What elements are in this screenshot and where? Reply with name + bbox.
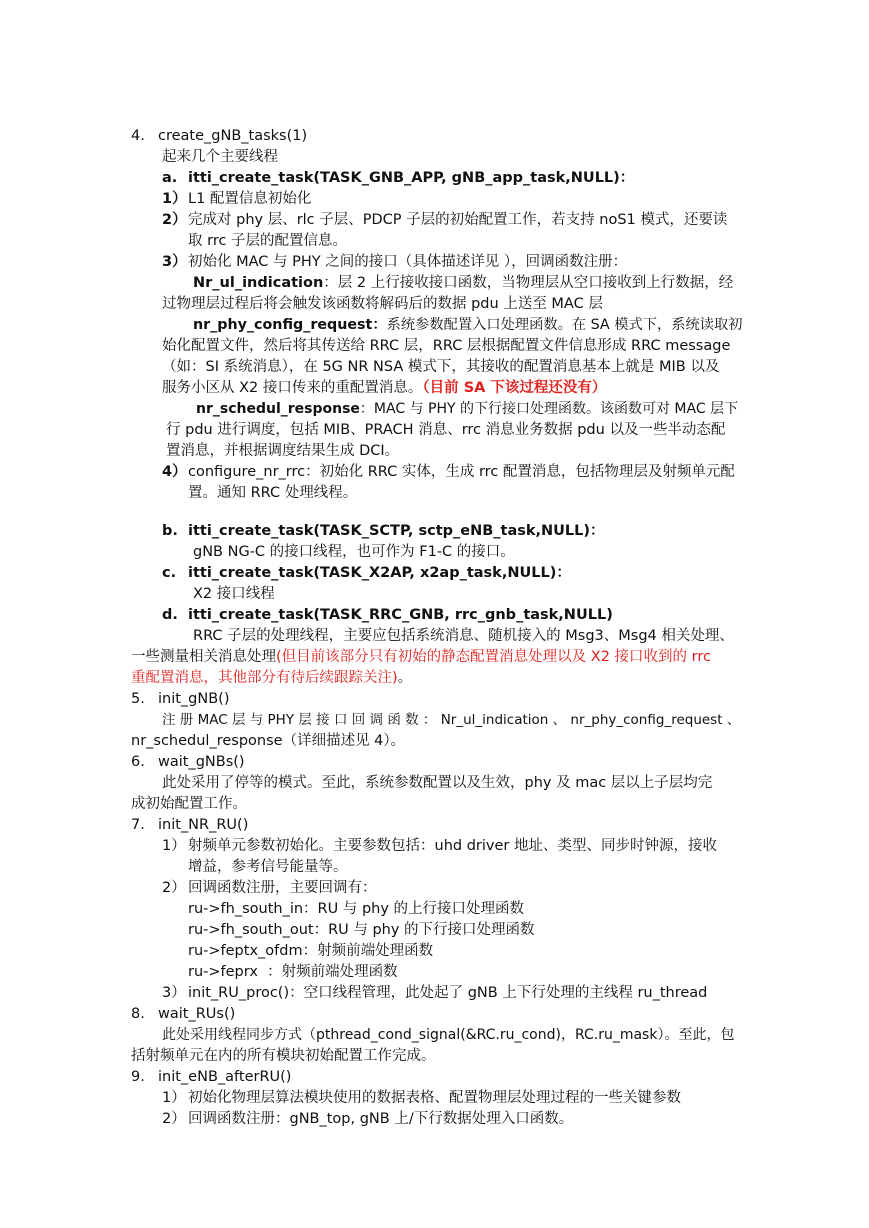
callback-fh-south-out: ru->fh_south_out：RU 与 phy 的下行接口处理函数	[188, 922, 535, 938]
item-d-line3-end: 。	[397, 670, 413, 686]
schedul-response-desc: ：MAC 与 PHY 的下行接口处理函数。该函数可对 MAC 层下	[359, 401, 739, 417]
s7-item2-text: 回调函数注册，主要回调有：	[188, 880, 377, 896]
config-request-line1	[193, 315, 742, 336]
section-6-title: wait_gNBs()	[158, 754, 245, 770]
a3-text: 初始化 MAC 与 PHY 之间的接口（具体描述详见 ），回调函数注册：	[188, 254, 628, 270]
s7-item2-number: 2）	[162, 880, 186, 896]
a4-number: 4）	[162, 464, 187, 480]
section-4-intro: 起来几个主要线程	[162, 149, 278, 165]
section-8-title: wait_RUs()	[158, 1006, 236, 1022]
s7-item1-line1: 射频单元参数初始化。主要参数包括：uhd driver 地址、类型、同步时钟源，接收	[188, 838, 717, 854]
a1-text: L1 配置信息初始化	[188, 191, 312, 207]
callback-feprx: ru->feprx ：射频前端处理函数	[188, 964, 398, 980]
s7-item1-number: 1）	[162, 838, 186, 854]
item-a-title: itti_create_task(TASK_GNB_APP, gNB_app_task,NULL)：	[188, 170, 635, 186]
item-c-title: itti_create_task(TASK_X2AP, x2ap_task,NULL)：	[188, 565, 571, 581]
item-d-line2	[131, 647, 711, 668]
item-d-line2-text: 一些测量相关消息处理	[131, 649, 276, 665]
section-6-line1: 此处采用了停等的模式。至此，系统参数配置以及生效，phy 及 mac 层以上子层均完	[162, 775, 713, 791]
item-d-title: itti_create_task(TASK_RRC_GNB, rrc_gnb_task,NULL)	[188, 607, 613, 623]
ul-indication-name: Nr_ul_indication	[193, 275, 324, 291]
s9-item2-text: 回调函数注册：gNB_top, gNB 上/下行数据处理入口函数。	[188, 1111, 574, 1127]
section-8-number: 8.	[131, 1006, 145, 1022]
schedul-response-name: nr_schedul_response	[196, 401, 360, 417]
callback-fh-south-in: ru->fh_south_in：RU 与 phy 的上行接口处理函数	[188, 901, 525, 917]
item-d-line2-note: (但目前该部分只有初始的静态配置消息处理以及 X2 接口收到的 rrc	[276, 649, 711, 665]
a4-line2: 置。通知 RRC 处理线程。	[188, 485, 358, 501]
section-9-title: init_eNB_afterRU()	[158, 1069, 292, 1085]
item-b-label: b.	[162, 523, 178, 539]
item-c-label: c.	[162, 565, 177, 581]
section-8-line1: 此处采用线程同步方式（pthread_cond_signal(&RC.ru_cond)，RC.ru_mask）。至此，包	[162, 1027, 735, 1043]
s9-item2-number: 2）	[162, 1111, 186, 1127]
item-b-desc: gNB NG-C 的接口线程，也可作为 F1-C 的接口。	[193, 544, 515, 560]
section-5-line2: nr_schedul_response（详细描述见 4）。	[131, 733, 406, 749]
section-8-line2: 括射频单元在内的所有模块初始配置工作完成。	[131, 1048, 436, 1064]
config-request-line4	[162, 378, 606, 399]
section-4-title: create_gNB_tasks(1)	[158, 128, 308, 144]
a2-number: 2）	[162, 212, 187, 228]
config-request-desc: 系统参数配置入口处理函数。在 SA 模式下，系统读取初	[386, 317, 743, 333]
schedul-response-line1	[196, 399, 738, 420]
ul-indication-line1	[193, 273, 733, 294]
section-6-number: 6.	[131, 754, 145, 770]
section-5-title: init_gNB()	[158, 691, 230, 707]
ul-indication-line2: 过物理层过程后将会触发该函数将解码后的数据 pdu 上送至 MAC 层	[162, 296, 603, 312]
config-request-name: nr_phy_config_request：	[193, 317, 387, 333]
section-4-number: 4.	[131, 128, 145, 144]
item-d-label: d.	[162, 607, 178, 623]
section-5-line1: 注 册 MAC 层 与 PHY 层 接 口 回 调 函 数 ： Nr_ul_indication 、 nr_phy_config_request 、	[162, 712, 741, 728]
schedul-response-line2: 行 pdu 进行调度，包括 MIB、PRACH 消息、rrc 消息业务数据 pdu 以及一些半动态配	[166, 422, 726, 438]
section-9-number: 9.	[131, 1069, 145, 1085]
s7-item3-number: 3）	[162, 985, 186, 1001]
s7-item1-line2: 增益，参考信号能量等。	[188, 859, 348, 875]
item-c-desc: X2 接口线程	[193, 586, 275, 602]
config-request-line3: （如：SI 系统消息），在 5G NR NSA 模式下，其接收的配置消息基本上就是 MIB 以及	[162, 359, 720, 375]
item-d-line1: RRC 子层的处理线程，主要应包括系统消息、随机接入的 Msg3、Msg4 相关处理、	[193, 628, 734, 644]
section-6-line2: 成初始配置工作。	[131, 796, 247, 812]
a2-line1: 完成对 phy 层、rlc 子层、PDCP 子层的初始配置工作，若支持 noS1 模式，还要读	[188, 212, 728, 228]
section-7-title: init_NR_RU()	[158, 817, 249, 833]
item-d-line3	[131, 668, 412, 689]
s9-item1-number: 1）	[162, 1090, 186, 1106]
item-d-line3-note: 重配置消息，其他部分有待后续跟踪关注)	[131, 670, 398, 686]
a1-number: 1）	[162, 191, 187, 207]
a3-number: 3）	[162, 254, 187, 270]
config-request-line4-text: 服务小区从 X2 接口传来的重配置消息。	[162, 380, 423, 396]
ul-indication-desc: ：层 2 上行接收接口函数，当物理层从空口接收到上行数据，经	[323, 275, 734, 291]
a2-line2: 取 rrc 子层的配置信息。	[188, 233, 348, 249]
section-5-number: 5.	[131, 691, 145, 707]
config-request-line2: 始化配置文件，然后将其传送给 RRC 层，RRC 层根据配置文件信息形成 RRC message	[162, 338, 731, 354]
s9-item1-text: 初始化物理层算法模块使用的数据表格、配置物理层处理过程的一些关键参数	[188, 1090, 681, 1106]
a4-line1: configure_nr_rrc：初始化 RRC 实体，生成 rrc 配置消息，包括物理层及射频单元配	[188, 464, 735, 480]
item-b-title: itti_create_task(TASK_SCTP, sctp_eNB_task,NULL)：	[188, 523, 605, 539]
callback-feptx-ofdm: ru->feptx_ofdm：射频前端处理函数	[188, 943, 434, 959]
config-request-note: （目前 SA 下该过程还没有）	[422, 380, 607, 396]
item-a-label: a.	[162, 170, 178, 186]
schedul-response-line3: 置消息，并根据调度结果生成 DCI。	[166, 443, 400, 459]
s7-item3-text: init_RU_proc()：空口线程管理，此处起了 gNB 上下行处理的主线程 ru_thread	[188, 985, 708, 1001]
section-7-number: 7.	[131, 817, 145, 833]
